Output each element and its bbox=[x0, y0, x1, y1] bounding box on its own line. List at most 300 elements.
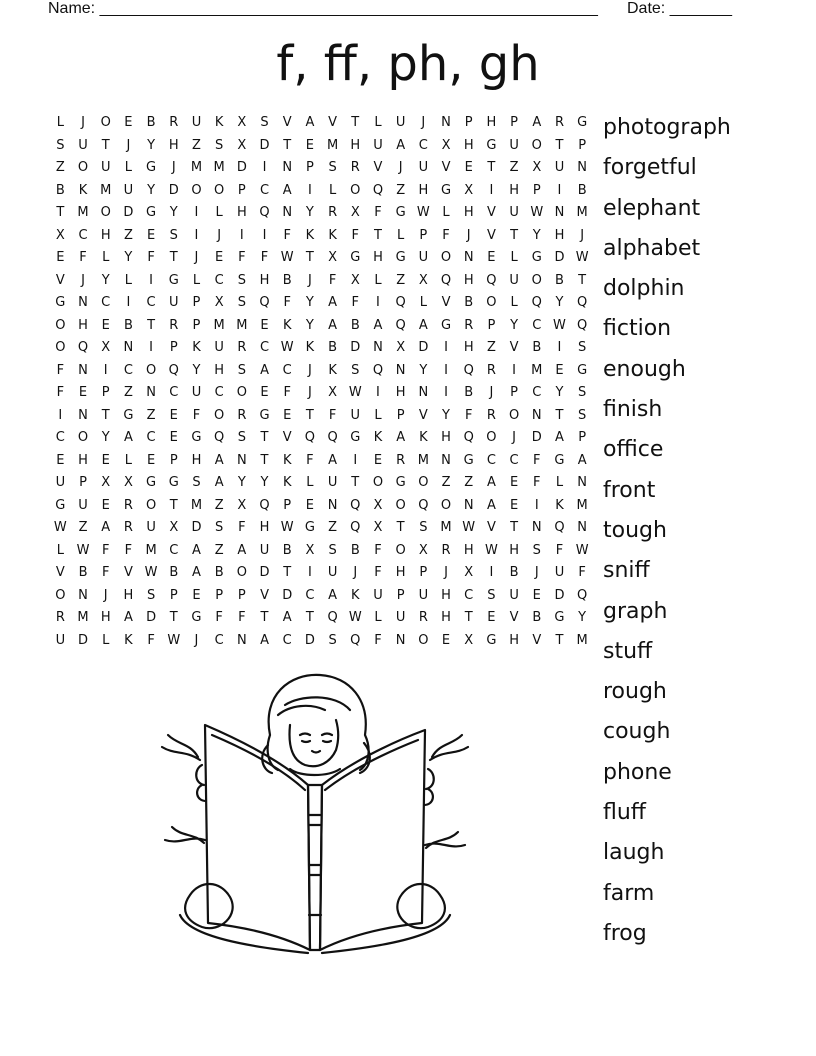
grid-row bbox=[49, 495, 594, 518]
grid-letter: M bbox=[190, 160, 203, 175]
word-list-item: stuff bbox=[603, 638, 653, 664]
grid-letter: J bbox=[466, 227, 471, 243]
grid-letter: I bbox=[262, 227, 267, 243]
grid-letter: C bbox=[282, 362, 292, 378]
grid-letter: F bbox=[555, 542, 564, 558]
grid-letter: V bbox=[532, 632, 542, 648]
grid-letter: U bbox=[373, 137, 383, 153]
grid-row bbox=[49, 540, 594, 563]
word-list-item: forgetful bbox=[603, 155, 697, 181]
grid-letter: P bbox=[237, 182, 246, 198]
grid-letter: J bbox=[217, 227, 222, 243]
grid-letter: C bbox=[214, 385, 224, 400]
grid-letter: K bbox=[373, 430, 383, 445]
grid-letter: Q bbox=[372, 182, 384, 198]
grid-letter: H bbox=[509, 632, 519, 648]
grid-letter: Q bbox=[259, 205, 270, 220]
grid-letter: Q bbox=[304, 430, 316, 445]
grid-letter: U bbox=[395, 610, 406, 625]
grid-letter: T bbox=[169, 610, 178, 625]
grid-letter: N bbox=[123, 340, 134, 355]
grid-letter: I bbox=[194, 227, 199, 243]
grid-letter: O bbox=[418, 475, 429, 490]
grid-letter: S bbox=[578, 340, 587, 355]
grid-letter: T bbox=[169, 250, 178, 265]
grid-letter: I bbox=[444, 362, 448, 378]
grid-letter: E bbox=[283, 407, 292, 423]
grid-letter: H bbox=[509, 542, 519, 558]
grid-letter: S bbox=[237, 272, 246, 288]
grid-letter: C bbox=[532, 385, 542, 400]
grid-letter: Y bbox=[260, 475, 269, 490]
grid-letter: G bbox=[531, 250, 542, 265]
grid-letter: E bbox=[260, 385, 269, 400]
grid-letter: D bbox=[168, 182, 179, 198]
grid-letter: G bbox=[395, 475, 406, 490]
grid-letter: C bbox=[509, 452, 519, 468]
grid-letter: U bbox=[418, 587, 429, 603]
grid-letter: K bbox=[328, 227, 337, 243]
grid-letter: F bbox=[533, 452, 541, 468]
grid-row bbox=[49, 405, 594, 428]
grid-letter: C bbox=[259, 182, 270, 198]
grid-letter: W bbox=[462, 520, 476, 535]
grid-letter: E bbox=[101, 497, 110, 513]
grid-letter: L bbox=[56, 542, 64, 558]
grid-letter: S bbox=[56, 137, 65, 153]
grid-letter: Q bbox=[259, 497, 270, 513]
grid-letter: Q bbox=[463, 430, 474, 445]
grid-letter: K bbox=[328, 362, 337, 378]
grid-letter: V bbox=[55, 565, 65, 580]
grid-letter: B bbox=[555, 272, 564, 288]
grid-letter: Y bbox=[532, 227, 541, 243]
grid-row bbox=[49, 472, 594, 495]
grid-letter: R bbox=[486, 407, 496, 423]
grid-letter: F bbox=[283, 295, 291, 310]
grid-letter: Y bbox=[147, 137, 156, 153]
grid-letter: Q bbox=[577, 317, 588, 333]
grid-letter: T bbox=[169, 497, 178, 513]
grid-letter: G bbox=[146, 475, 157, 490]
grid-letter: G bbox=[486, 137, 497, 153]
grid-letter: E bbox=[146, 227, 156, 243]
grid-row bbox=[49, 225, 594, 248]
grid-letter: N bbox=[577, 520, 588, 535]
grid-letter: I bbox=[307, 565, 312, 580]
grid-letter: Y bbox=[101, 430, 110, 445]
grid-letter: F bbox=[238, 610, 246, 625]
grid-letter: V bbox=[486, 520, 496, 535]
grid-letter: U bbox=[327, 475, 338, 490]
grid-letter: A bbox=[305, 115, 315, 130]
grid-letter: K bbox=[282, 317, 292, 333]
grid-letter: Z bbox=[328, 520, 338, 535]
grid-letter: H bbox=[441, 610, 451, 625]
grid-letter: X bbox=[169, 520, 179, 535]
grid-letter: I bbox=[149, 272, 154, 288]
grid-letter: U bbox=[554, 160, 565, 175]
grid-letter: K bbox=[214, 115, 224, 130]
grid-letter: G bbox=[554, 452, 565, 468]
grid-letter: L bbox=[124, 452, 133, 468]
grid-letter: T bbox=[101, 407, 110, 423]
grid-letter: Q bbox=[463, 362, 474, 378]
grid-letter: D bbox=[282, 587, 293, 603]
grid-letter: F bbox=[374, 632, 382, 648]
grid-letter: I bbox=[376, 295, 380, 310]
grid-letter: L bbox=[374, 272, 382, 288]
grid-letter: R bbox=[418, 610, 428, 625]
grid-letter: N bbox=[463, 497, 474, 513]
grid-letter: X bbox=[373, 520, 383, 535]
grid-letter: B bbox=[532, 610, 542, 625]
grid-letter: X bbox=[396, 340, 406, 355]
grid-letter: O bbox=[531, 137, 542, 153]
grid-letter: W bbox=[167, 632, 181, 648]
grid-letter: O bbox=[418, 632, 429, 648]
grid-letter: O bbox=[508, 407, 520, 423]
grid-letter: S bbox=[260, 115, 269, 130]
word-list-item: fiction bbox=[603, 316, 672, 342]
grid-letter: F bbox=[283, 385, 291, 400]
grid-letter: B bbox=[78, 565, 88, 580]
grid-letter: B bbox=[350, 542, 360, 558]
grid-letter: Y bbox=[192, 362, 201, 378]
grid-letter: D bbox=[78, 632, 89, 648]
grid-letter: U bbox=[191, 385, 202, 400]
grid-letter: O bbox=[55, 587, 66, 603]
grid-letter: P bbox=[419, 565, 428, 580]
grid-letter: N bbox=[554, 205, 565, 220]
grid-letter: Y bbox=[305, 295, 314, 310]
grid-letter: R bbox=[237, 407, 247, 423]
grid-letter: I bbox=[353, 452, 358, 468]
grid-row bbox=[49, 427, 594, 450]
grid-letter: K bbox=[305, 227, 315, 243]
grid-letter: U bbox=[554, 565, 565, 580]
grid-letter: V bbox=[260, 587, 269, 603]
date-field: Date: _______ bbox=[627, 0, 732, 17]
grid-letter: M bbox=[190, 497, 203, 513]
grid-letter: E bbox=[509, 475, 519, 490]
grid-letter: W bbox=[553, 317, 566, 333]
grid-letter: W bbox=[53, 520, 67, 535]
grid-letter: I bbox=[126, 295, 131, 310]
grid-letter: M bbox=[77, 205, 89, 220]
grid-letter: H bbox=[463, 542, 474, 558]
grid-letter: E bbox=[124, 115, 133, 130]
grid-letter: N bbox=[441, 115, 451, 130]
grid-letter: D bbox=[350, 340, 361, 355]
grid-letter: J bbox=[103, 587, 108, 603]
word-list-item: cough bbox=[603, 719, 671, 745]
grid-letter: C bbox=[259, 340, 270, 355]
grid-letter: G bbox=[577, 362, 588, 378]
grid-letter: O bbox=[531, 272, 542, 288]
grid-letter: Q bbox=[327, 610, 338, 625]
grid-letter: C bbox=[146, 295, 156, 310]
grid-letter: I bbox=[557, 340, 562, 355]
grid-letter: H bbox=[373, 250, 383, 265]
grid-letter: T bbox=[555, 407, 564, 423]
grid-letter: W bbox=[280, 520, 294, 535]
grid-letter: Z bbox=[146, 407, 156, 423]
grid-letter: H bbox=[259, 520, 270, 535]
grid-letter: V bbox=[282, 430, 292, 445]
grid-letter: Z bbox=[192, 137, 201, 153]
grid-letter: A bbox=[192, 565, 201, 580]
grid-letter: R bbox=[123, 520, 133, 535]
word-list-item: dolphin bbox=[603, 276, 685, 302]
grid-letter: B bbox=[464, 295, 474, 310]
grid-row bbox=[49, 202, 594, 225]
grid-letter: V bbox=[441, 295, 451, 310]
grid-letter: J bbox=[353, 565, 358, 580]
grid-letter: B bbox=[509, 565, 519, 580]
grid-letter: B bbox=[214, 565, 224, 580]
grid-letter: N bbox=[78, 587, 88, 603]
grid-letter: J bbox=[307, 362, 312, 378]
grid-letter: I bbox=[557, 182, 562, 198]
grid-letter: A bbox=[260, 632, 269, 648]
grid-letter: Q bbox=[350, 497, 361, 513]
grid-letter: Z bbox=[78, 520, 88, 535]
grid-letter: L bbox=[215, 205, 223, 220]
grid-letter: R bbox=[328, 205, 338, 220]
word-list-item: tough bbox=[603, 517, 667, 543]
grid-letter: G bbox=[168, 272, 179, 288]
grid-letter: F bbox=[328, 272, 337, 288]
grid-letter: X bbox=[418, 542, 428, 558]
grid-letter: H bbox=[486, 115, 497, 130]
grid-row bbox=[49, 360, 594, 383]
grid-letter: A bbox=[328, 295, 338, 310]
grid-letter: E bbox=[487, 250, 496, 265]
grid-letter: I bbox=[103, 362, 108, 378]
grid-letter: V bbox=[486, 205, 496, 220]
grid-letter: P bbox=[169, 340, 178, 355]
grid-letter: P bbox=[578, 137, 587, 153]
grid-letter: N bbox=[463, 250, 474, 265]
grid-letter: E bbox=[56, 452, 65, 468]
word-list-item: laugh bbox=[603, 840, 665, 866]
grid-letter: T bbox=[351, 115, 360, 130]
grid-letter: I bbox=[376, 385, 380, 400]
grid-letter: P bbox=[237, 587, 246, 603]
grid-letter: Y bbox=[419, 362, 428, 378]
grid-letter: X bbox=[464, 632, 474, 648]
grid-letter: N bbox=[236, 452, 247, 468]
grid-letter: E bbox=[532, 587, 541, 603]
grid-letter: H bbox=[191, 452, 202, 468]
word-list-item: farm bbox=[603, 880, 655, 906]
word-list-item: enough bbox=[603, 356, 686, 382]
grid-letter: S bbox=[419, 520, 428, 535]
grid-letter: J bbox=[398, 160, 403, 175]
grid-letter: Q bbox=[214, 430, 225, 445]
grid-letter: C bbox=[169, 385, 179, 400]
grid-letter: T bbox=[283, 137, 292, 153]
grid-letter: R bbox=[169, 115, 179, 130]
grid-letter: P bbox=[487, 317, 496, 333]
grid-letter: O bbox=[77, 430, 89, 445]
grid-letter: A bbox=[214, 475, 224, 490]
grid-letter: U bbox=[55, 475, 66, 490]
grid-letter: G bbox=[350, 430, 361, 445]
grid-letter: J bbox=[534, 565, 539, 580]
grid-letter: X bbox=[123, 475, 133, 490]
grid-letter: H bbox=[463, 137, 474, 153]
grid-letter: C bbox=[55, 430, 65, 445]
grid-letter: Q bbox=[259, 295, 270, 310]
grid-letter: D bbox=[146, 610, 157, 625]
grid-letter: E bbox=[487, 610, 496, 625]
grid-letter: Q bbox=[395, 317, 406, 333]
grid-letter: X bbox=[532, 160, 542, 175]
grid-letter: U bbox=[509, 137, 519, 153]
grid-letter: C bbox=[532, 317, 542, 333]
grid-letter: L bbox=[328, 182, 337, 198]
grid-row bbox=[49, 112, 594, 135]
grid-letter: C bbox=[305, 587, 315, 603]
grid-letter: Q bbox=[350, 632, 361, 648]
grid-letter: F bbox=[56, 362, 65, 378]
grid-letter: P bbox=[192, 295, 201, 310]
grid-letter: U bbox=[55, 632, 66, 648]
grid-letter: W bbox=[76, 542, 90, 558]
grid-letter: F bbox=[124, 542, 133, 558]
grid-letter: V bbox=[509, 340, 519, 355]
grid-letter: X bbox=[237, 137, 247, 153]
grid-letter: S bbox=[169, 227, 178, 243]
grid-letter: A bbox=[328, 587, 338, 603]
grid-letter: T bbox=[305, 407, 314, 423]
grid-letter: N bbox=[78, 295, 88, 310]
grid-letter: R bbox=[464, 317, 474, 333]
grid-letter: R bbox=[123, 497, 133, 513]
grid-letter: L bbox=[419, 295, 427, 310]
grid-letter: M bbox=[77, 610, 89, 625]
grid-letter: F bbox=[533, 475, 541, 490]
grid-letter: F bbox=[101, 565, 110, 580]
grid-row bbox=[49, 180, 594, 203]
grid-letter: U bbox=[350, 407, 361, 423]
grid-letter: F bbox=[351, 227, 360, 243]
grid-letter: G bbox=[350, 250, 361, 265]
grid-letter: Q bbox=[554, 520, 565, 535]
grid-letter: L bbox=[124, 160, 133, 175]
grid-letter: J bbox=[194, 250, 199, 265]
grid-letter: X bbox=[464, 565, 474, 580]
grid-letter: A bbox=[577, 452, 587, 468]
grid-letter: I bbox=[194, 205, 199, 220]
grid-row bbox=[49, 247, 594, 270]
grid-letter: X bbox=[214, 295, 224, 310]
grid-letter: F bbox=[192, 407, 201, 423]
grid-letter: O bbox=[77, 160, 89, 175]
grid-letter: Y bbox=[555, 385, 564, 400]
grid-letter: K bbox=[419, 430, 428, 445]
grid-letter: N bbox=[531, 520, 542, 535]
grid-letter: M bbox=[326, 137, 339, 153]
grid-letter: H bbox=[441, 587, 451, 603]
grid-letter: E bbox=[169, 407, 178, 423]
grid-letter: L bbox=[555, 475, 564, 490]
grid-letter: F bbox=[238, 250, 246, 265]
grid-letter: O bbox=[100, 205, 111, 220]
grid-letter: D bbox=[531, 430, 542, 445]
grid-letter: O bbox=[440, 250, 452, 265]
grid-letter: T bbox=[351, 475, 360, 490]
grid-letter: X bbox=[464, 182, 474, 198]
grid-letter: F bbox=[283, 227, 291, 243]
grid-letter: S bbox=[351, 362, 360, 378]
grid-letter: N bbox=[395, 632, 406, 648]
grid-letter: E bbox=[192, 587, 201, 603]
grid-letter: W bbox=[144, 565, 158, 580]
grid-letter: A bbox=[373, 317, 383, 333]
grid-letter: Y bbox=[169, 205, 178, 220]
grid-letter: C bbox=[282, 632, 292, 648]
grid-letter: S bbox=[328, 542, 337, 558]
grid-letter: Z bbox=[214, 542, 224, 558]
grid-letter: T bbox=[510, 520, 519, 535]
grid-letter: E bbox=[305, 137, 315, 153]
grid-letter: U bbox=[78, 137, 88, 153]
grid-letter: F bbox=[464, 407, 473, 423]
grid-letter: K bbox=[555, 497, 564, 513]
grid-letter: N bbox=[78, 362, 88, 378]
grid-letter: P bbox=[396, 587, 405, 603]
grid-letter: L bbox=[306, 475, 314, 490]
grid-letter: G bbox=[463, 452, 474, 468]
grid-letter: U bbox=[100, 160, 111, 175]
grid-letter: N bbox=[282, 160, 293, 175]
grid-letter: V bbox=[418, 407, 428, 423]
grid-letter: T bbox=[510, 227, 519, 243]
grid-letter: T bbox=[487, 160, 496, 175]
grid-letter: Y bbox=[305, 317, 314, 333]
grid-letter: O bbox=[214, 182, 225, 198]
grid-letter: Y bbox=[510, 317, 519, 333]
grid-letter: K bbox=[282, 475, 292, 490]
grid-letter: Y bbox=[237, 475, 246, 490]
grid-letter: I bbox=[149, 340, 154, 355]
grid-letter: U bbox=[123, 182, 134, 198]
grid-row bbox=[49, 292, 594, 315]
grid-letter: O bbox=[372, 475, 384, 490]
grid-letter: T bbox=[283, 565, 292, 580]
grid-letter: X bbox=[101, 475, 111, 490]
grid-letter: K bbox=[192, 340, 201, 355]
grid-letter: M bbox=[145, 542, 157, 558]
grid-letter: F bbox=[374, 205, 382, 220]
grid-letter: Y bbox=[305, 205, 314, 220]
grid-letter: J bbox=[307, 385, 312, 400]
grid-letter: C bbox=[214, 632, 224, 648]
grid-row bbox=[49, 337, 594, 360]
grid-letter: M bbox=[576, 205, 588, 220]
grid-letter: T bbox=[555, 137, 564, 153]
grid-letter: E bbox=[78, 385, 88, 400]
grid-letter: D bbox=[304, 632, 315, 648]
grid-letter: S bbox=[328, 160, 337, 175]
grid-letter: E bbox=[56, 250, 65, 265]
grid-letter: J bbox=[307, 272, 312, 288]
grid-letter: J bbox=[512, 430, 517, 445]
grid-letter: U bbox=[259, 542, 270, 558]
